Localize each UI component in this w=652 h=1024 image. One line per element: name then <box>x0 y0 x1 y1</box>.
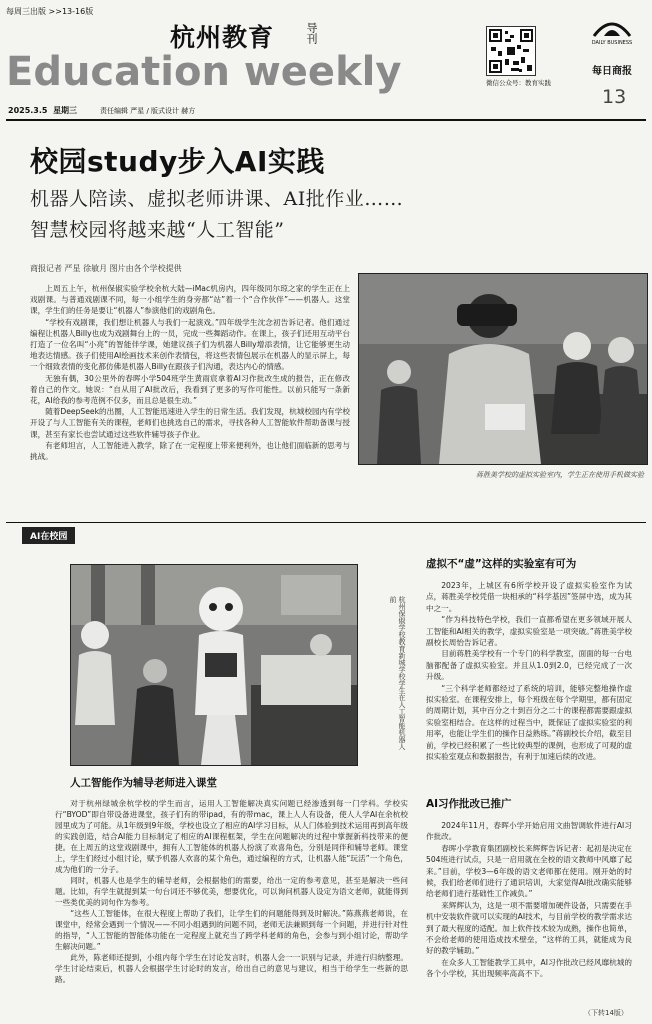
logo-english: DAILY BUSINESS <box>591 40 633 46</box>
vr-lab-photo <box>358 273 648 465</box>
lead-paragraph: 无独有偶，30公里外的春晖小学504班学生黄雨宸拿着AI习作批改生成的报告，正在修改着自己的作文。她说：“自从用了AI批改后，我看到了更多的写作可能性。以前只能写一条新花，AI给我的参考范例不仅多，而且总是很生动。” <box>30 373 350 406</box>
english-title: Education weekly <box>6 49 402 95</box>
qr-code-icon <box>486 26 536 76</box>
daily-business-logo-icon <box>592 14 632 40</box>
left-article-body <box>55 798 408 985</box>
lead-byline: 商报记者 严星 徐敏月 图片由各个学校提供 <box>30 264 182 273</box>
page-number: 13 <box>602 86 627 108</box>
supplement-label: 导刊 <box>305 22 318 44</box>
lead-subhead-1: 机器人陪读、虚拟老师讲课、AI批作业…… <box>30 188 404 210</box>
right-paragraph: “作为科技特色学校，我们一直都希望在更多领域开展人工智能和AI相关的教学，虚拟实验室是一项突破。”蒋胜美学校副校长周怡告诉记者。 <box>426 615 632 648</box>
continued-note: （下转14版） <box>584 1009 628 1017</box>
section-divider <box>6 522 646 523</box>
lead-body <box>30 283 350 462</box>
editors-credit: 责任编辑 严星 / 版式设计 赫方 <box>100 107 196 115</box>
wechat-label: 微信公众号：教育实践 <box>486 79 551 87</box>
right-paragraph: “三个科学老师都经过了系统的培训，能够完整地操作虚拟实验室。在课程安排上，每个班级在每个学期里，都有固定的周期计划，其中百分之十到百分之二十的课程都需要跟虚拟实验室相结合。在这样的过程当中，既保证了虚拟实验室的利用率，也能让学生们的操作日益熟练。”蒋副校长介绍，截至目前，学校已经积累了一些比较典型的课例，也形成了可观的虚拟实验室观点和数据报告，有利于加速后续的改进。 <box>426 683 632 762</box>
right-article-body-1 <box>426 580 632 763</box>
paper-name: 杭州教育 <box>170 23 275 52</box>
lead-paragraph: 随着DeepSeek的出圈，人工智能迅速进入学生的日常生活。我们发现，杭城校园内有学校开设了与人工智能有关的课程，老师们也挑选自己的需求，寻找各种人工智能软件帮助备课与授课，甚至有家长也尝试通过这些软件辅导孩子作业。 <box>30 407 350 439</box>
left-paragraph: 同时，机器人也是学生的辅导老师，会根据他们的需要，给出一定的参考意见，甚至是解决一些问题。比如，有学生就提到某一句台词还不够优美，想要优化，可以询问机器人设定为语文老师，就能得到一些类优美的词句作为参考。 <box>55 876 408 907</box>
left-paragraph: 对于杭州绿城余杭学校的学生而言，运用人工智能解决真实问题已经渗透到每一门学科。学校实行“BYOD”即自带设备进课堂，孩子们有的带ipad，有的带mac，课上人人有设备，使人人学AI在余杭校园里成为了可能。从1年级到9年级，学校也设立了相应的AI学习目标，从人门体验到技术运用再到高年级的实践创造，结合AI能力目标制定了相应的AI课程框架，学生在问题解决的过程中掌握新科技带来的便捷。在上周五的这堂戏剧课中，拥有人工智能体的机器人扮演了欢喜角色，分别是同伴和辅导老师。课堂上，学生们经过小组讨论，赋予机器人欢喜的某个角色，通过编程的方式，让机器人能“玩活”一个角色，成为他们的一分子。 <box>55 799 408 874</box>
lead-headline: 校园study步入AI实践 <box>30 145 325 178</box>
vr-lab-photo-caption: 蒋胜美学校的虚拟实验室内，学生正在使用手机做实验 <box>476 471 644 479</box>
right-article-heading-1: 虚拟不“虚”这样的实验室有可为 <box>426 558 577 570</box>
right-paragraph: 来辉辉认为，这是一项不需要增加硬件设备，只需要在手机中安装软件就可以实现的AI技术，与目前学校的教学需求达到了最大程度的适配。加上软件技术较为成熟，操作也简单，不会给老师的使用造成技术壁垒，“这样的工具，就能成为良好的教学辅助。” <box>426 900 632 956</box>
right-paragraph: 目前蒋胜美学校有一个专门的科学教室，面面的每一台电脑都配备了虚拟实验室。并且从1.0到2.0，已经完成了一次升级。 <box>426 649 632 682</box>
right-paragraph: 春晖小学教育集团副校长来辉辉告诉记者：起初是决定在504班进行试点，只是一启用就在全校的语文教师中风靡了起来。”目前，学校3—6年级的语文老师都在使用。刚开始的时候，我们给老师们进行了通识培训，大家觉得AI批改确实能够给老师们进行基础性工作减负。” <box>426 843 632 899</box>
right-article-heading-2: AI习作批改已推广 <box>426 798 512 810</box>
lead-paragraph: 有老师坦言，人工智能进入教学，除了在一定程度上带来便利外，也让他们面临新的思考与挑战。 <box>30 440 350 462</box>
edition-note: 每周三出版 >>13-16版 <box>6 7 94 16</box>
robot-photo-caption: 杭州保俶学校教育新城学校学生在人工智能机器人前 <box>389 596 406 750</box>
right-article-body-2 <box>426 820 632 980</box>
lead-paragraph: 上周五上午，杭州保俶实验学校余杭大陆—iMac机房内，四年级同尔琼之家的学生正在上戏剧课。与普通戏剧课不同，每一小组学生的身旁都“站”着一个“合作伙伴”——机器人。这堂课，学生们的任务是要让“机器人”参演他们的戏剧角色。 <box>30 284 350 316</box>
left-paragraph: 此外，陈老师还提到，小组内每个学生在讨论发言时，机器人会一一识别与记录，并进行归纳整理。学生讨论结束后，机器人会根据学生讨论时的发言，给出自己的意见与建议，相当于给学生一些新的思路。 <box>55 953 408 984</box>
masthead-divider <box>6 119 646 121</box>
left-paragraph: “这些人工智能体，在很大程度上帮助了我们，让学生们的问题能得到及时解决。”陈燕燕老师说，在课堂中，经常会遇到一个情况——不同小组遇到的问题不同，老师无法兼顾到每一个问题，并进行针对性的指导，“人工智能的智能体功能在一定程度上就充当了跨学科老师的角色，会参与到小组讨论，帮助学生解决问题。” <box>55 909 408 951</box>
right-paragraph: 2024年11月，春晖小学开始启用文曲智调软件进行AI习作批改。 <box>426 821 632 842</box>
lead-subhead-2: 智慧校园将越来越“人工智能” <box>30 219 285 241</box>
right-paragraph: 2023年，上城区有6所学校开设了虚拟实验室作为试点，蒋胜美学校凭借一块相承的“科学基因”签屏中选，成为其中之一。 <box>426 581 632 613</box>
issue-date: 2025.3.5 星期三 <box>8 106 78 115</box>
logo-chinese: 每日商报 <box>592 66 632 77</box>
right-paragraph: 在众多人工智能教学工具中，AI习作批改已经风靡杭城的各个小学校，其出现频率高高不下。 <box>426 957 632 979</box>
left-article-heading: 人工智能作为辅导老师进入课堂 <box>70 777 217 789</box>
section-tag: AI在校园 <box>22 527 75 544</box>
robot-classroom-photo <box>70 564 358 766</box>
lead-paragraph: “学校有戏剧课，我们想让机器人与我们一起演戏。”四年级学生沈念初告诉记者。他们通过编程让机器人Billy也成为戏剧舞台上的一员，完成一些舞蹈动作。在课上，孩子们还用互动平台打造了一位名叫“小亮”的智能伴学课，她建议孩子们为机器人Billy增添表情，让它能够更生动地表达情感。孩子们使用AI绘画技术来创作表情包，将这些表情包展示在机器人的显示屏上，每一个细致表情的变化都仿佛是机器人Billy在跟孩子们沟通，表达内心的情感。 <box>30 317 350 372</box>
